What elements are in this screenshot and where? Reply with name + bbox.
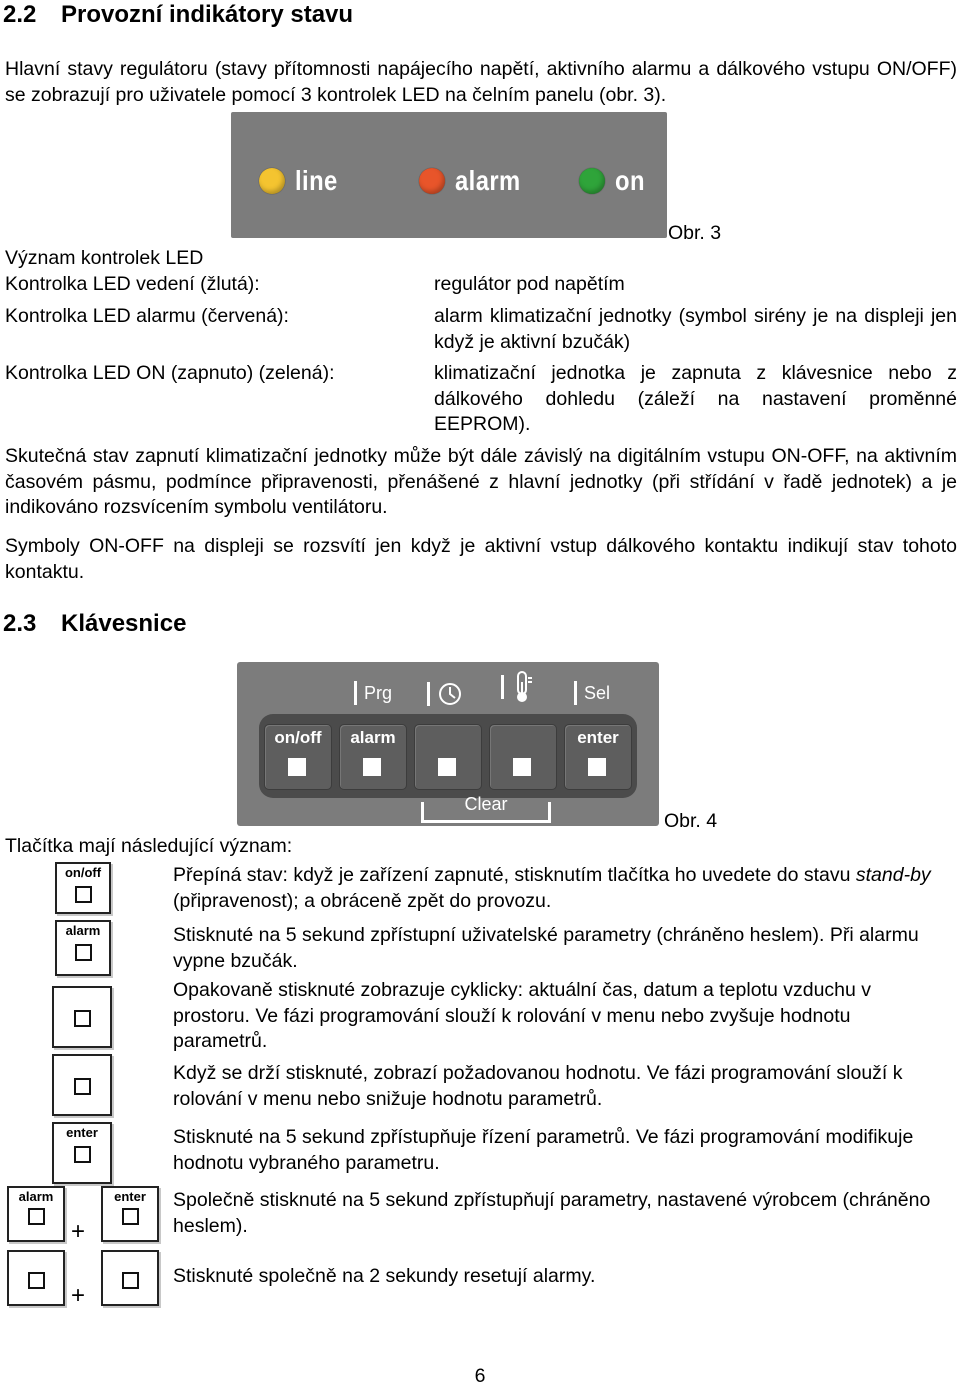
led-line-label: line <box>295 165 338 196</box>
thermometer-icon <box>511 670 535 704</box>
led-alarm-label: alarm <box>455 165 521 196</box>
led-row-name-1: Kontrolka LED vedení (žlutá): <box>5 273 260 295</box>
led-row-desc-3: klimatizační jednotka je zapnuta z klávesnice nebo z dálkového dohledu (záleží na nastavení proměnné EEPROM). <box>434 362 957 435</box>
alarm-button-icon-combo: alarm <box>7 1186 65 1242</box>
led-red-icon <box>419 168 445 194</box>
figure-caption-4: Obr. 4 <box>664 810 718 832</box>
led-meaning-heading: Význam kontrolek LED <box>5 247 204 269</box>
led-panel-figure <box>231 112 667 238</box>
thermometer-label <box>501 670 535 704</box>
button-desc-onoff: Přepíná stav: když je zařízení zapnuté, stisknutím tlačítka ho uvedete do stavu stand-by (připravenost); a obráceně zpět do provozu. <box>173 864 931 912</box>
led-row-desc-1: regulátor pod napětím <box>434 273 625 295</box>
clock-label <box>427 681 463 707</box>
button-desc-up-down: Stisknuté společně na 2 sekundy resetují alarmy. <box>173 1265 596 1287</box>
onoff-button-icon: on/off <box>55 862 111 914</box>
button-desc-alarm-enter: Společně stisknuté na 5 sekund zpřístupňují parametry, nastavené výrobcem (chráněno heslem). <box>173 1189 931 1237</box>
plus-sign-1: + <box>71 1218 86 1245</box>
figure-caption-3: Obr. 3 <box>668 222 722 244</box>
enter-button-icon-combo: enter <box>101 1186 159 1242</box>
key-up[interactable] <box>414 724 482 790</box>
key-row <box>259 714 637 798</box>
intro-paragraph: Hlavní stavy regulátoru (stavy přítomnosti napájecího napětí, aktivního alarmu a dálkového vstupu ON/OFF) se zobrazují pro uživatele pomocí 3 kontrolek LED na čelním panelu (obr. 3). <box>5 58 957 106</box>
key-enter[interactable]: enter <box>564 724 632 790</box>
led-on <box>579 165 650 197</box>
prg-label: Prg <box>354 681 392 705</box>
up-button-icon <box>52 986 112 1048</box>
led-row-desc-2: alarm klimatizační jednotky (symbol sirény je na displeji jen když je aktivní bzučák) <box>434 305 957 353</box>
clear-bracket: Clear <box>421 802 551 823</box>
led-yellow-icon <box>259 168 285 194</box>
button-desc-alarm: Stisknuté na 5 sekund zpřístupní uživatelské parametry (chráněno heslem). Při alarmu vypne bzučák. <box>173 924 919 972</box>
plus-sign-2: + <box>71 1282 86 1309</box>
alarm-button-icon: alarm <box>55 920 111 976</box>
led-green-icon <box>579 168 605 194</box>
section-heading-2-2: 2.2 Provozní indikátory stavu <box>3 1 354 28</box>
clock-icon <box>437 681 463 707</box>
section-heading-2-3: 2.3 Klávesnice <box>3 610 187 637</box>
enter-button-icon: enter <box>52 1122 112 1184</box>
paragraph-2: Symboly ON-OFF na displeji se rozsvítí jen když je aktivní vstup dálkového kontaktu indikují stav tohoto kontaktu. <box>5 535 957 583</box>
led-alarm <box>419 165 532 197</box>
led-row-name-3: Kontrolka LED ON (zapnuto) (zelená): <box>5 362 335 384</box>
key-alarm[interactable]: alarm <box>339 724 407 790</box>
page-number: 6 <box>474 1365 486 1387</box>
sel-label: Sel <box>574 681 610 705</box>
button-desc-enter: Stisknuté na 5 sekund zpřístupňuje řízení parametrů. Ve fázi programování modifikuje hodnotu vybraného parametru. <box>173 1126 914 1174</box>
button-desc-up: Opakovaně stisknuté zobrazuje cyklicky: aktuální čas, datum a teplotu vzduchu v prostoru. Ve fázi programování slouží k rolování v menu nebo zvyšuje hodnotu parametrů. <box>173 979 872 1052</box>
led-on-label: on <box>615 165 645 196</box>
key-down[interactable] <box>489 724 557 790</box>
key-on-off[interactable]: on/off <box>264 724 332 790</box>
down-button-icon-combo <box>101 1250 159 1306</box>
led-row-name-2: Kontrolka LED alarmu (červená): <box>5 305 289 327</box>
keypad-figure <box>237 662 659 826</box>
button-desc-down: Když se drží stisknuté, zobrazí požadovanou hodnotu. Ve fázi programování slouží k rolování v menu nebo snižuje hodnotu parametrů. <box>173 1062 903 1110</box>
down-button-icon <box>52 1054 112 1116</box>
buttons-heading: Tlačítka mají následující význam: <box>5 835 293 857</box>
led-line <box>259 165 345 197</box>
up-button-icon-combo <box>7 1250 65 1306</box>
paragraph-1: Skutečná stav zapnutí klimatizační jednotky může být dále závislý na digitálním vstupu ON-OFF, na aktivním časovém pásmu, podmínce připravenosti, přenášené z hlavní jednotky (při střídání v řadě jednotek) a je indikováno rozsvícením symbolu ventilátoru. <box>5 445 957 518</box>
